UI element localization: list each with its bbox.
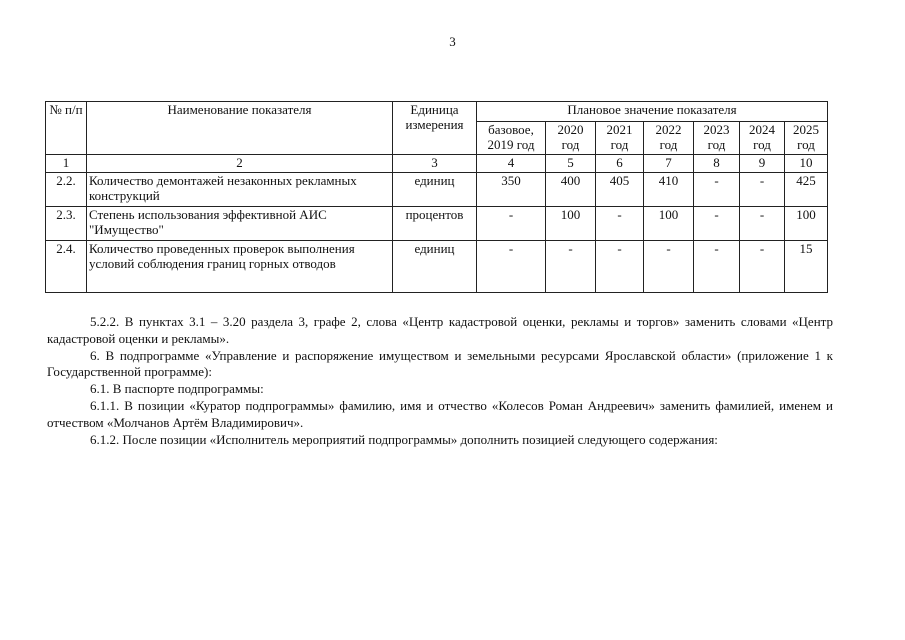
row-value: 410 (644, 173, 694, 207)
column-number: 5 (546, 155, 596, 173)
page-number: 3 (449, 34, 456, 49)
row-value: 100 (785, 207, 828, 241)
column-number: 2 (87, 155, 393, 173)
column-number: 4 (477, 155, 546, 173)
header-year: 2023 год (694, 122, 740, 155)
table-row (46, 207, 828, 241)
column-number: 8 (694, 155, 740, 173)
row-value: - (740, 207, 785, 241)
body-text (47, 314, 833, 448)
row-num: 2.2. (46, 173, 87, 207)
header-unit: Единица измерения (393, 102, 477, 155)
column-number: 1 (46, 155, 87, 173)
paragraph: 6. В подпрограмме «Управление и распоряжение имуществом и земельными ресурсами Ярославской области» (приложение 1 к Государственной программе): (47, 347, 833, 380)
header-plan: Плановое значение показателя (477, 102, 828, 122)
row-value: - (596, 207, 644, 241)
column-numbers-row (46, 155, 828, 173)
column-number: 3 (393, 155, 477, 173)
paragraph: 6.1. В паспорте подпрограммы: (90, 381, 264, 397)
paragraph: 6.1.2. После позиции «Исполнитель мероприятий подпрограммы» дополнить позицией следующего содержания: (90, 431, 718, 447)
paragraph: 5.2.2. В пунктах 3.1 – 3.20 раздела 3, графе 2, слова «Центр кадастровой оценки, рекламы и торгов» заменить словами «Центр кадастровой оценки и рекламы». (47, 314, 833, 346)
row-value: - (740, 241, 785, 293)
column-number: 10 (785, 155, 828, 173)
row-value: - (546, 241, 596, 293)
header-year: 2020 год (546, 122, 596, 155)
row-value: 350 (477, 173, 546, 207)
row-name: Степень использования эффективной АИС "Имущество" (87, 207, 393, 241)
row-num: 2.3. (46, 207, 87, 241)
column-number: 9 (740, 155, 785, 173)
column-number: 6 (596, 155, 644, 173)
row-name: Количество демонтажей незаконных рекламных конструкций (87, 173, 393, 207)
table-row (46, 173, 828, 207)
row-unit: единиц (393, 173, 477, 207)
row-value: - (694, 207, 740, 241)
row-value: 425 (785, 173, 828, 207)
row-value: - (477, 241, 546, 293)
row-unit: процентов (393, 207, 477, 241)
header-year: 2025 год (785, 122, 828, 155)
row-value: 405 (596, 173, 644, 207)
row-value: - (644, 241, 694, 293)
row-value: - (596, 241, 644, 293)
header-year: базовое, 2019 год (477, 122, 546, 155)
row-value: - (694, 173, 740, 207)
paragraph: 6.1.1. В позиции «Куратор подпрограммы» фамилию, имя и отчество «Колесов Роман Андреевич» заменить фамилией, именем и отчеством «Молчанов Артём Владимирович». (47, 397, 833, 430)
column-number: 7 (644, 155, 694, 173)
row-value: - (694, 241, 740, 293)
row-unit: единиц (393, 241, 477, 293)
header-name: Наименование показателя (87, 102, 393, 155)
header-year: 2024 год (740, 122, 785, 155)
header-year: 2022 год (644, 122, 694, 155)
row-num: 2.4. (46, 241, 87, 293)
header-year: 2021 год (596, 122, 644, 155)
indicators-table (45, 101, 828, 293)
row-value: 100 (644, 207, 694, 241)
row-name: Количество проведенных проверок выполнения условий соблюдения границ горных отводов (87, 241, 393, 293)
row-value: - (740, 173, 785, 207)
row-value: 15 (785, 241, 828, 293)
row-value: 400 (546, 173, 596, 207)
header-num: № п/п (46, 102, 87, 155)
table-row (46, 241, 828, 293)
row-value: - (477, 207, 546, 241)
row-value: 100 (546, 207, 596, 241)
